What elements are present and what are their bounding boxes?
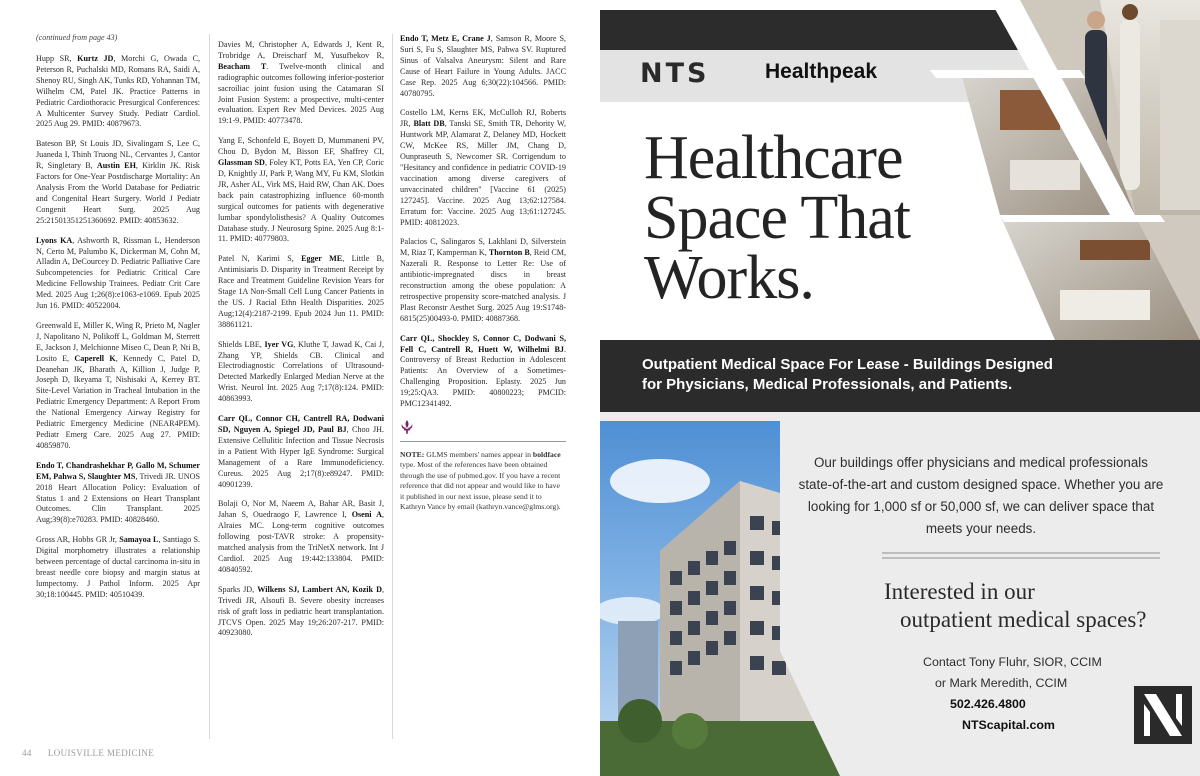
reference-text: , Little B, Antimisiaris D. Disparity in Treatment Receipt by Race and Treatment Guideline Revision Years for Stage 1A Non-Small Cell Lung Cancer Patients in the US. J Racial Ethn Health Disparities. 2025 Aug;12(4):2187-2199. Epub 2024 Jun 11. PMID: 38861121. (218, 254, 384, 329)
member-names: Kurtz JD (77, 54, 114, 63)
member-names: Blatt DB (413, 119, 445, 129)
continued-note: (continued from page 43) (36, 33, 118, 42)
note-text: GLMS members' names appear in (424, 450, 533, 459)
note-divider (400, 441, 566, 442)
column-divider (392, 34, 393, 739)
reference-text: Gross AR, Hobbs GR Jr, (36, 535, 120, 545)
diagonal-accent (930, 0, 1200, 340)
reference-text: , Alraies MC. Long-term cognitive outcomes following post-TAVR stroke: A propensity-matched analysis from the TriNetX network. Int J Cardiol. 2025 Aug 19:442:133804. PMID: 40840592. (218, 510, 384, 574)
contact-line: Contact Tony Fluhr, SIOR, CCIM (923, 655, 1102, 669)
member-names: Lyons KA (36, 235, 73, 245)
member-names: Oseni A (351, 510, 382, 520)
reference-entry (36, 139, 200, 226)
reference-entry (218, 499, 384, 575)
glms-note (400, 450, 566, 512)
reference-text: , Kennedy C, Patel D, Deanehan JK, Bharath A, Killion J, Judge P, Joseph D, Ikeyama T, Nishisaki A, Kerrey BT. Site-Level Variation in Tracheal Intubation in the Pediatric Emergency Department: A Report From the National Emergency Airway Registry for Pediatric Emergency Medicine (NEAR4PEM). Pediatr Emerg Care. 2025 Aug 27. PMID: 40859870. (36, 353, 200, 450)
note-text: type. Most of the references have been obtained through the use of pubmed.gov. If you have a recent reference that did not appear and would like to have it published in our next issue, please send it to Kathryn Vance by email (kathryn.vance@glms.org). (400, 460, 561, 512)
reference-text: , Morchi G, Owada C, Peterson R, Puchalski MD, Romans RA, Saidi A, Shenoy RU, Singh AK, Tunks RD, Yohannan TM, Wilhelm CM, Patel JK. Practice Patterns in Pediatric Cardiothoracic Presurgical Conferences: A Multicenter Survey Study. Pediatr Cardiol. 2025 Aug 29. PMID: 40879673. (36, 54, 201, 129)
reference-text: , Kluthe T, Jawad K, Cai J, Zhang YP, Shields CB. Clinical and Electrodiagnostic Correlations of Ultrasound-Detected Markedly Enlarged Median Nerve at the Wrist. Neurol Int. 2025 Aug 7;17(8):124. PMID: 40863993. (218, 339, 384, 404)
headline-line: Healthcare (644, 124, 903, 192)
ad-headline (644, 124, 964, 312)
interest-heading (884, 578, 1147, 634)
reference-entry (400, 334, 566, 410)
reference-entry (36, 236, 200, 312)
reference-text: , Choo JH. Extensive Cellulitic Infection and Tissue Necrosis in a Patient With Hyper IgE Syndrome: Surgical Management of a Rare Immunodeficiency. Cureus. 2025 Aug 2;17(8):e89247. PMID: 40901239. (218, 425, 385, 489)
member-names: Iyer VG (264, 339, 294, 349)
member-names: Glassman SD (218, 158, 265, 168)
reference-entry (36, 461, 200, 526)
reference-entry (218, 414, 384, 490)
member-names: Caperell K (74, 353, 116, 363)
reference-text: . Controversy of Breast Reduction in Adolescent Patients: An Overview of a Sometimes-Challenging Proposition. Eplasty. 2025 Jun 19;25:QA3. PMID: 40800223; PMCID: PMC12341492. (400, 344, 566, 409)
reference-text: , Tanski SE, Smith TR, Dehority W, Huntwork MP, Alamarat Z, Delaney MD, Hockett CW, McKee RS, Miller JM, Chang D, Ounpraseuth S, Newcomer SR. Corrigendum to "Hesitancy and confidence in pediatric COVID-19 vaccination among diverse caregivers of unvaccinated children" [Vaccine 61 (2025) 127245]. Vaccine. 2025 Aug 13;62:127584. Erratum for: Vaccine. 2025 Aug 13;61:127245. PMID: 40812023. (400, 119, 566, 227)
reference-entry (218, 254, 384, 330)
reference-entry (36, 535, 200, 600)
reference-text: Greenwald E, Miller K, Wing R, Prieto M, Nagler J, Napolitano N, Polikoff L, Goldman M, Sterrett E, Jackson J, Melchionne Miseo C, Dean P, Nti B, Losito E, (36, 320, 200, 363)
ad-page (600, 0, 1200, 776)
reference-entry (218, 585, 384, 640)
contact-line: or Mark Meredith, CCIM (935, 676, 1068, 690)
reference-entry (218, 340, 384, 405)
reference-text: Hupp SR, (36, 54, 78, 63)
member-names: Wilkens SJ, Lambert AN, Kozik D (257, 584, 382, 594)
member-names: Egger ME (301, 254, 343, 264)
member-names: Austin EH (96, 161, 136, 171)
reference-entry (36, 54, 200, 130)
reference-entry (218, 136, 384, 245)
member-names: Endo T, Metz E, Crane J (400, 34, 491, 43)
reference-text: , Foley KT, Potts EA, Yen CP, Coric D, Knightly JJ, Park P, Wang MY, Fu KM, Slotkin JR, Asher AL, Virk MS, Haid RW, Chan AK. Does back pain catastrophizing influence 60-month surgical outcomes for patients with degenerative lumbar spondylolisthesis? A Quality Outcomes Database study. J Neurosurg Spine. 2025 Aug 8:1-11. PMID: 40779803. (218, 158, 384, 244)
nts-n-logo-icon (1134, 686, 1192, 744)
member-names: Samayoa L (119, 535, 159, 545)
page-number: 44 (22, 748, 32, 758)
member-names: Thornton B (488, 248, 530, 258)
headline-line: Works. (644, 244, 814, 312)
reference-text: Costello LM, Kerns EK, McCulloh RJ, Roberts JR, (400, 108, 566, 129)
interest-line: Interested in our (884, 579, 1035, 604)
ad-tagline: Outpatient Medical Space For Lease - Buildings Designed for Physicians, Medical Professionals, and Patients. (642, 356, 1053, 393)
reference-entry (400, 237, 566, 324)
reference-text: , Santiago S. Digital morphometry illustrates a relationship between percentage of ductal carcinoma in-situ in breast needle core biopsy and margin status at lumpectomy. J Pathol Inform. 2025 Apr 30;18:100445. PMID: 40510439. (36, 535, 200, 599)
fleur-de-lis-icon (400, 419, 414, 435)
nts-logo: NTS (640, 58, 710, 89)
reference-text: Palacios C, Salingaros S, Lakhlani D, Silverstein M, Riaz T, Kamperman K, (400, 237, 566, 258)
page-footer (22, 748, 154, 758)
reference-text: . Twelve-month clinical and radiographic outcomes following inferior-posterior sacroiliac joint fusion using the Catamaran SI Joint Fusion System: a prospective, multi-center evaluation. Expert Rev Med Devices. 2025 Aug 19:1-9. PMID: 40773478. (218, 61, 384, 126)
contact-phone[interactable]: 502.426.4800 (950, 697, 1026, 711)
reference-text: , Ashworth R, Rissman L, Henderson N, Certo M, Palumbo K, Dickerman M, Cohn M, Alladin A, DeCourcey D. Pediatric Palliative Care Subcompetencies for Pediatric Critical Care Medicine Fellowship Trainees. Pediatr Crit Care Med. 2025 Aug 1;26(8):e1063-e1069. Epub 2025 Jun 16. PMID: 40522004. (36, 235, 200, 311)
note-bold-word: boldface (532, 450, 561, 459)
reference-text: Sparks JD, (218, 584, 258, 594)
reference-column-1 (36, 54, 200, 610)
reference-entry (400, 108, 566, 228)
reference-column-3 (400, 34, 566, 512)
headline-line: Space That (644, 184, 911, 252)
publication-name: LOUISVILLE MEDICINE (47, 748, 155, 758)
contact-block (900, 652, 1150, 736)
member-names: Carr QL, Shockley S, Connor C, Dodwani S, Fell C, Cantrell R, Huett W, Wilhelmi BJ (400, 333, 566, 354)
ad-description: Our buildings offer physicians and medical professionals state-of-the-art and custom designed space. Whether you are looking for 1,000 sf or 50,000 sf, we can deliver space that meets your needs. (798, 455, 1164, 536)
reference-text: Bateson BP, St Louis JD, Sivalingam S, Lee C, Juaneda I, Thinh Truong NL, Cervantes J, Cantor R, Singletary B, (36, 139, 200, 171)
divider-line (882, 552, 1160, 554)
note-label: NOTE: (400, 450, 425, 459)
reference-text: , Reid CM, Nazerali R. Response to Letter Re: Use of antibiotic-impregnated discs in breast reconstruction among the obese population: A retrospective propensity score-matched analysis. J Plast Reconstr Aesthet Surg. 2025 Aug 19:S1748-6815(25)00493-0. PMID: 40887368. (400, 248, 566, 323)
interest-line: outpatient medical spaces? (900, 607, 1147, 632)
divider-line (882, 557, 1160, 559)
reference-column-2 (218, 40, 384, 648)
healthpeak-logo: Healthpeak (765, 60, 878, 83)
reference-entry (218, 40, 384, 127)
reference-entry (400, 34, 566, 99)
member-names: Endo T, Chandrashekhar P, Gallo M, Schumer EM, Pahwa S, Slaughter MS (36, 460, 200, 481)
reference-entry (36, 321, 200, 452)
reference-text: Yang E, Schonfeld E, Boyett D, Mummaneni PV, Chou D, Bydon M, Bisson EF, Shaffrey CI, (218, 136, 384, 157)
reference-text: , Trivedi JR, Alsoufi B. Severe obesity increases risk of graft loss in pediatric heart transplantation. JTCVS Open. 2025 May 19;26:207-217. PMID: 40923080. (218, 584, 384, 638)
reference-text: Shields LBE, (218, 339, 265, 349)
reference-text: , Trivedi JR. UNOS 2018 Heart Allocation Policy: Evaluation of Status 1 and 2 Extensions on Heart Transplant Outcomes. Clin Transplant. 2025 Aug;39(8):e70283. PMID: 40828460. (36, 471, 201, 525)
reference-text: Patel N, Karimi S, (218, 254, 302, 264)
reference-text: Bolaji O, Nor M, Naeem A, Bahar AR, Basit J, Jahan S, Ouedraogo F, Lawrence I, (218, 499, 384, 520)
contact-website[interactable]: NTScapital.com (962, 718, 1055, 732)
reference-text: Davies M, Christopher A, Edwards J, Kent R, Trobridge A, Dreischarf M, Yusufbekov R, (218, 40, 384, 60)
column-divider (209, 34, 210, 739)
reference-text: , Kirklin JK. Risk Factors for One-Year Postdischarge Mortality: An Analysis From the World Database for Pediatric and Congenital Heart Surgery. World J Pediatr Congenit Heart Surg. 2025 Aug 25:21501351251360692. PMID: 40853632. (36, 161, 200, 225)
member-names: Carr QL, Connor CH, Cantrell RA, Dodwani SD, Nguyen A, Spiegel JD, Paul BJ (218, 414, 384, 434)
member-names: Beacham T (218, 61, 267, 71)
reference-text: , Samson R, Moore S, Suri S, Fu S, Slaughter MS, Pahwa SV. Ruptured Sinus of Valsalva Aneurysm: Silent and Rare Cause of Heart Failure in Young Adults. JACC Case Rep. 2025 Aug 6;30(22):104566. PMID: 40780795. (400, 34, 566, 98)
